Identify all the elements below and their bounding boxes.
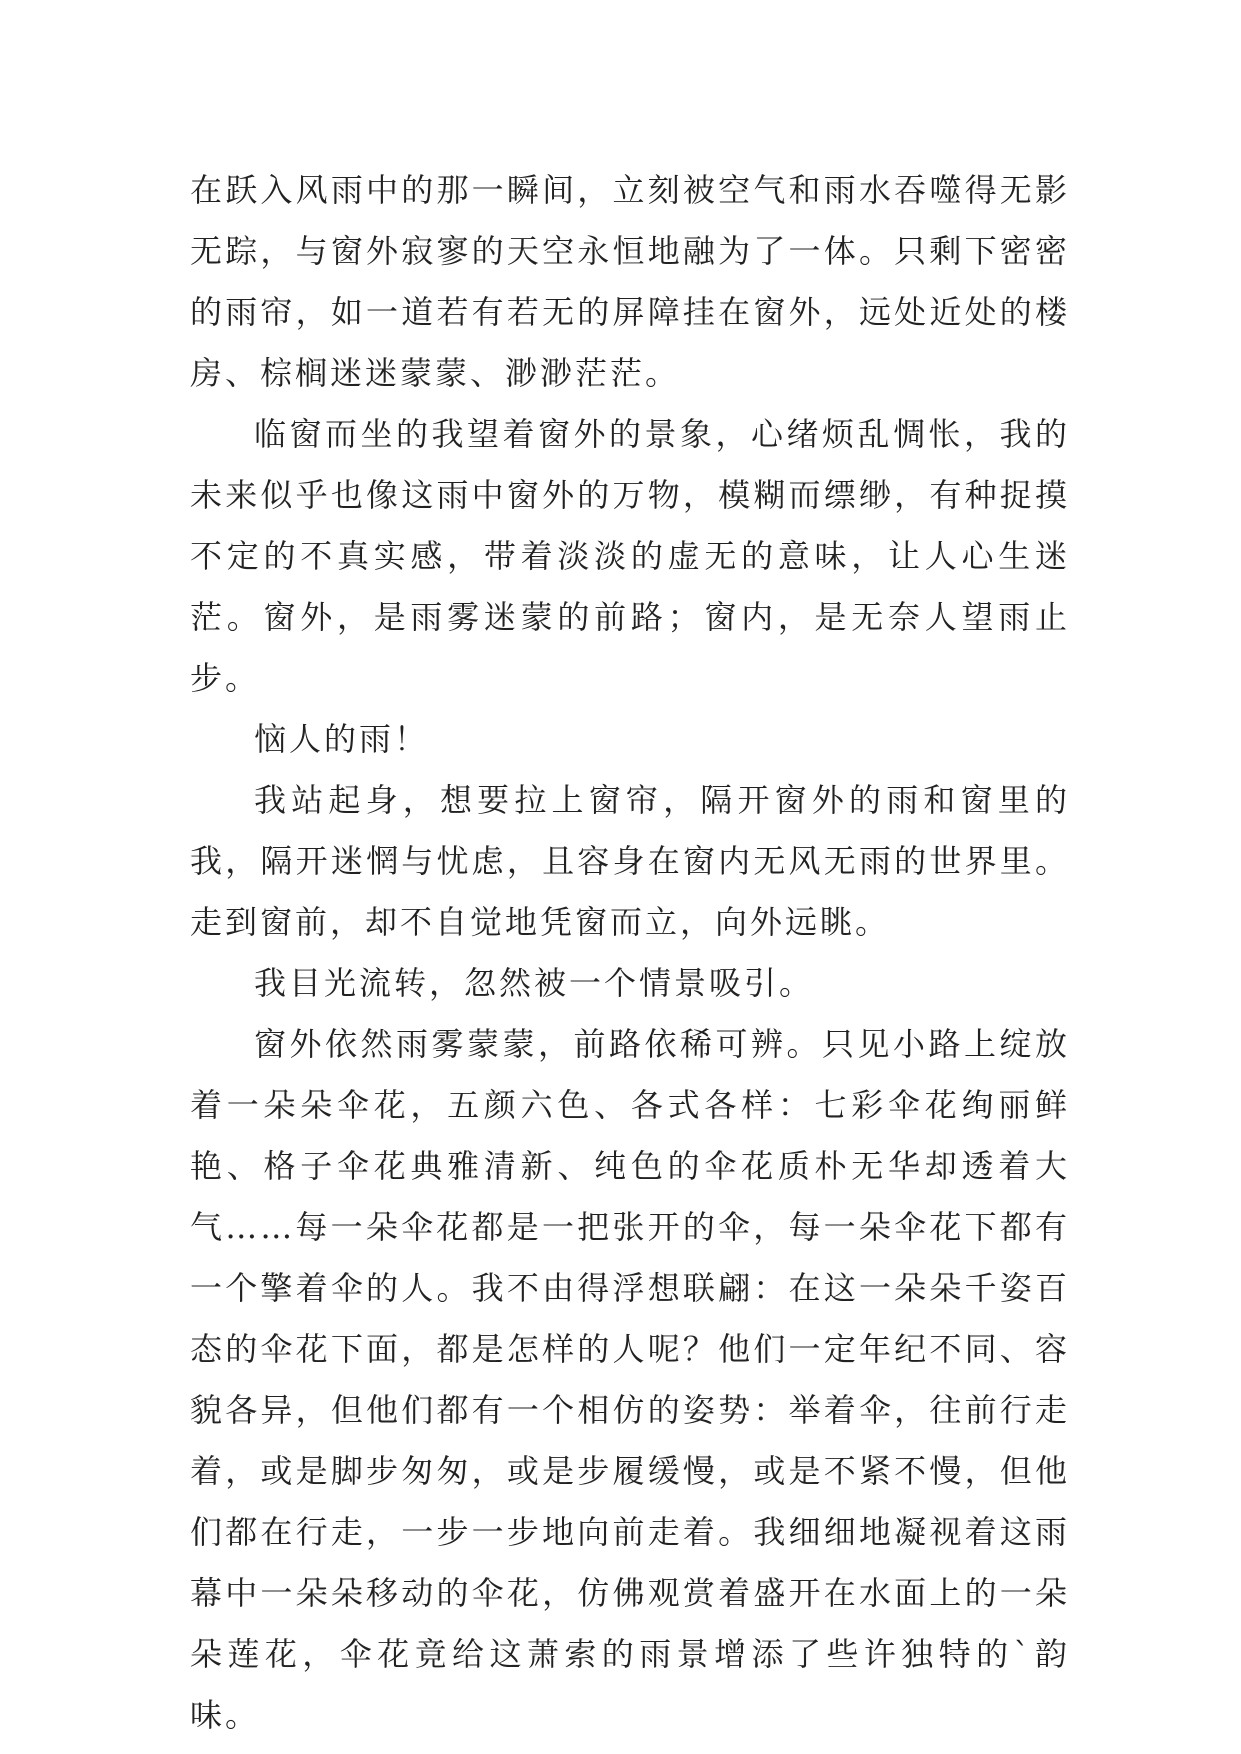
paragraph-2: 临窗而坐的我望着窗外的景象，心绪烦乱惆怅，我的未来似乎也像这雨中窗外的万物，模糊而缥缈，有种捉摸不定的不真实感，带着淡淡的虚无的意味，让人心生迷茫。窗外，是雨雾迷蒙的前路；窗内，是无奈人望雨止步。 [190, 415, 1070, 697]
paragraph-1: 在跃入风雨中的那一瞬间，立刻被空气和雨水吞噬得无影无踪，与窗外寂寥的天空永恒地融为了一体。只剩下密密的雨帘，如一道若有若无的屏障挂在窗外，远处近处的楼房、棕榈迷迷蒙蒙、渺渺茫茫。 [190, 171, 1070, 392]
paragraph-3: 恼人的雨！ [254, 720, 430, 758]
paragraph-6: 窗外依然雨雾蒙蒙，前路依稀可辨。只见小路上绽放着一朵朵伞花，五颜六色、各式各样：七彩伞花绚丽鲜艳、格子伞花典雅清新、纯色的伞花质朴无华却透着大气……每一朵伞花都是一把张开的伞，每一朵伞花下都有一个擎着伞的人。我不由得浮想联翩：在这一朵朵千姿百态的伞花下面，都是怎样的人呢？他们一定年纪不同、容貌各异，但他们都有一个相仿的姿势：举着伞，往前行走着，或是脚步匆匆，或是步履缓慢，或是不紧不慢，但他们都在行走，一步一步地向前走着。我细细地凝视着这雨幕中一朵朵移动的伞花，仿佛观赏着盛开在水面上的一朵朵莲花，伞花竟给这萧索的雨景增添了些许独特的`韵味。 [190, 1025, 1070, 1734]
paragraph-5: 我目光流转，忽然被一个情景吸引。 [254, 964, 815, 1002]
body-text [190, 160, 1070, 1746]
paragraph-4: 我站起身，想要拉上窗帘，隔开窗外的雨和窗里的我，隔开迷惘与忧虑，且容身在窗内无风无雨的世界里。走到窗前，却不自觉地凭窗而立，向外远眺。 [190, 781, 1070, 941]
